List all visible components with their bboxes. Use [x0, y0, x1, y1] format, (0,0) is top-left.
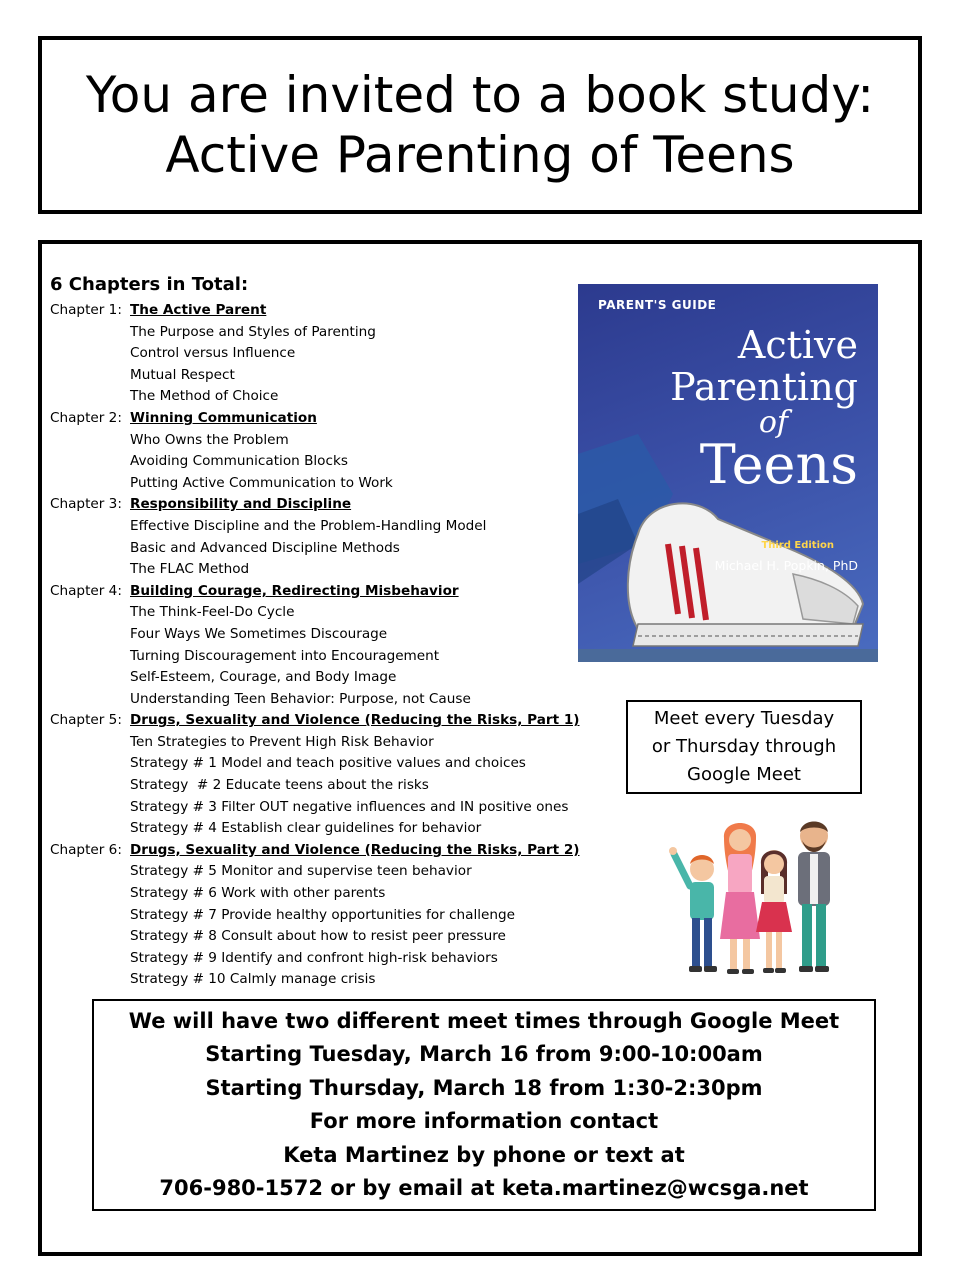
- cover-author: Michael H. Popkin, PhD: [714, 558, 858, 573]
- meet-info-box: [626, 700, 862, 794]
- meet-line: Google Meet: [687, 764, 801, 785]
- chapter-item: Effective Discipline and the Problem-Handling Model: [130, 517, 487, 534]
- title-line-1: You are invited to a book study:: [85, 66, 875, 124]
- meet-line: Meet every Tuesday: [653, 708, 835, 729]
- chapter-prefix: Chapter 6:: [50, 841, 122, 858]
- contact-line: Starting Tuesday, March 16 from 9:00-10:00am: [205, 1042, 763, 1066]
- mother-figure: [720, 823, 760, 974]
- chapter-1-heading: [50, 300, 610, 322]
- cover-title-word: Teens: [699, 433, 858, 496]
- chapter-item: Avoiding Communication Blocks: [130, 453, 348, 470]
- chapter-item: Strategy # 7 Provide healthy opportunities for challenge: [130, 906, 515, 923]
- contact-line: For more information contact: [309, 1109, 659, 1133]
- father-figure: [798, 822, 830, 973]
- chapter-item: Strategy # 10 Calmly manage crisis: [130, 971, 376, 988]
- chapter-prefix: Chapter 2:: [50, 409, 122, 426]
- chapter-title: The Active Parent: [130, 302, 267, 318]
- chapter-item: Who Owns the Problem: [130, 431, 289, 448]
- chapter-prefix: Chapter 3:: [50, 496, 122, 513]
- chapter-item: Strategy # 2 Educate teens about the risks: [130, 777, 429, 794]
- chapter-6-heading: [50, 840, 610, 862]
- contact-line: Starting Thursday, March 18 from 1:30-2:30pm: [205, 1075, 763, 1100]
- chapter-item: Ten Strategies to Prevent High Risk Behavior: [130, 733, 434, 750]
- title-box: [38, 36, 922, 214]
- chapter-title: Drugs, Sexuality and Violence (Reducing the Risks, Part 1): [130, 712, 580, 729]
- chapters-heading: 6 Chapters in Total:: [50, 274, 249, 295]
- chapter-item: Strategy # 4 Establish clear guidelines for behavior: [130, 820, 482, 837]
- title-line-2: Active Parenting of Teens: [165, 126, 795, 184]
- family-illustration: [662, 814, 842, 984]
- chapter-prefix: Chapter 4:: [50, 582, 122, 599]
- cover-title-word: Parenting: [670, 365, 858, 409]
- contact-line: Keta Martinez by phone or text at: [283, 1142, 685, 1167]
- chapter-item: Putting Active Communication to Work: [130, 474, 393, 491]
- chapter-item: The FLAC Method: [130, 561, 250, 578]
- chapter-item: Turning Discouragement into Encouragement: [130, 647, 440, 664]
- contact-line: 706-980-1572 or by email at keta.martinez@wcsga.net: [159, 1176, 809, 1200]
- chapter-item: Understanding Teen Behavior: Purpose, not Cause: [130, 690, 471, 707]
- chapter-item: Four Ways We Sometimes Discourage: [130, 625, 388, 642]
- chapter-title: Drugs, Sexuality and Violence (Reducing the Risks, Part 2): [130, 841, 580, 858]
- cover-guide-label: PARENT'S GUIDE: [598, 298, 717, 312]
- chapter-5-heading: [50, 710, 610, 732]
- cover-title-word: Active: [737, 323, 858, 367]
- chapter-3-heading: [50, 494, 610, 516]
- chapter-item: Strategy # 1 Model and teach positive values and choices: [130, 755, 526, 772]
- chapter-item: Strategy # 3 Filter OUT negative influences and IN positive ones: [130, 798, 569, 815]
- cover-edition: Third Edition: [761, 540, 834, 551]
- chapter-item: Strategy # 6 Work with other parents: [130, 885, 386, 902]
- chapter-2-heading: [50, 408, 610, 430]
- chapter-item: Basic and Advanced Discipline Methods: [130, 539, 400, 556]
- cover-title: [670, 323, 858, 496]
- chapter-title: Building Courage, Redirecting Misbehavior: [130, 582, 459, 599]
- chapter-list: [50, 300, 610, 991]
- girl-figure: [756, 850, 792, 973]
- chapter-item: Control versus Influence: [130, 345, 296, 362]
- book-cover-image: [578, 284, 878, 662]
- chapter-item: Strategy # 5 Monitor and supervise teen behavior: [130, 863, 472, 880]
- chapter-prefix: Chapter 1:: [50, 302, 122, 318]
- chapter-item: The Method of Choice: [130, 388, 279, 405]
- contact-line: We will have two different meet times through Google Meet: [128, 1008, 840, 1033]
- boy-figure: [669, 847, 717, 972]
- chapter-item: The Purpose and Styles of Parenting: [130, 323, 376, 340]
- chapter-title: Responsibility and Discipline: [130, 496, 352, 513]
- chapter-item: Self-Esteem, Courage, and Body Image: [130, 669, 397, 686]
- meet-line: or Thursday through: [651, 736, 837, 757]
- chapter-4-heading: [50, 581, 610, 603]
- chapter-prefix: Chapter 5:: [50, 712, 122, 729]
- chapter-item: Mutual Respect: [130, 366, 235, 383]
- chapter-title: Winning Communication: [130, 409, 317, 426]
- chapter-item: Strategy # 8 Consult about how to resist peer pressure: [130, 928, 506, 945]
- chapter-item: Strategy # 9 Identify and confront high-risk behaviors: [130, 949, 498, 966]
- chapter-item: The Think-Feel-Do Cycle: [130, 604, 295, 621]
- cover-title-word: of: [758, 405, 788, 440]
- contact-box: [92, 999, 876, 1211]
- main-box: [38, 240, 922, 1256]
